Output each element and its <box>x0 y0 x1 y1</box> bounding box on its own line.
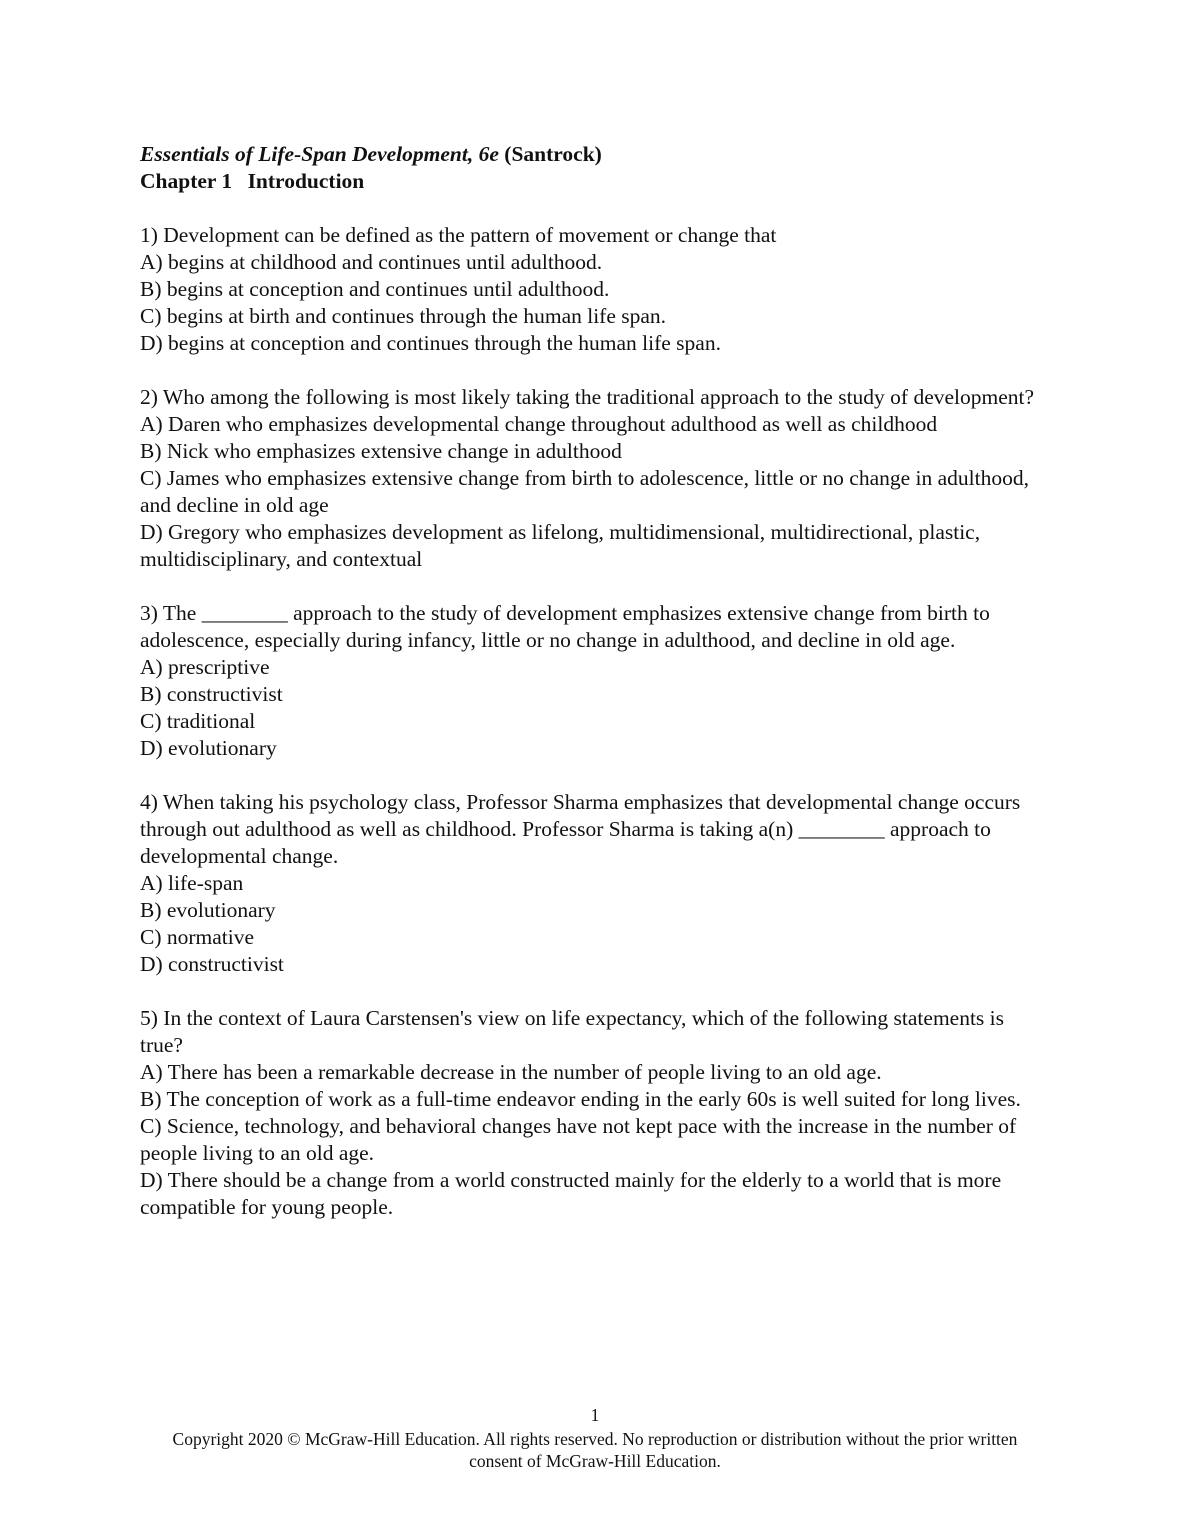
answer-option-d: D) begins at conception and continues through the human life span. <box>140 331 721 355</box>
answer-option-c: C) traditional <box>140 709 256 733</box>
answer-option-d: D) evolutionary <box>140 736 277 760</box>
question-stem: 4) When taking his psychology class, Professor Sharma emphasizes that developmental change occurs through out adulthood as well as childhood. Professor Sharma is taking a(n) ________ approach to developmental change. <box>140 790 1021 868</box>
answer-option-a: A) prescriptive <box>140 655 270 679</box>
question-3 <box>140 600 1050 762</box>
answer-option-c: C) begins at birth and continues through the human life span. <box>140 304 667 328</box>
page-number: 1 <box>590 1405 600 1425</box>
answer-option-b: B) constructivist <box>140 682 283 706</box>
answer-option-d: D) Gregory who emphasizes development as lifelong, multidimensional, multidirectional, plastic, multidisciplinary, and contextual <box>140 520 981 571</box>
question-stem: 1) Development can be defined as the pattern of movement or change that <box>140 223 777 247</box>
question-4 <box>140 789 1050 978</box>
answer-option-d: D) constructivist <box>140 952 284 976</box>
question-list <box>140 222 1050 1221</box>
author-name: (Santrock) <box>504 142 602 166</box>
answer-option-b: B) Nick who emphasizes extensive change in adulthood <box>140 439 622 463</box>
question-stem: 3) The ________ approach to the study of development emphasizes extensive change from birth to adolescence, especially during infancy, little or no change in adulthood, and decline in old age. <box>140 601 990 652</box>
chapter-number: Chapter 1 <box>140 169 233 193</box>
question-1 <box>140 222 1050 357</box>
answer-option-a: A) Daren who emphasizes developmental change throughout adulthood as well as childhood <box>140 412 938 436</box>
question-stem: 2) Who among the following is most likely taking the traditional approach to the study of development? <box>140 385 1035 409</box>
chapter-heading <box>140 168 1050 195</box>
answer-option-b: B) evolutionary <box>140 898 276 922</box>
question-2 <box>140 384 1050 573</box>
answer-option-a: A) begins at childhood and continues until adulthood. <box>140 250 603 274</box>
book-title: Essentials of Life-Span Development, 6e <box>140 142 499 166</box>
answer-option-c: C) Science, technology, and behavioral changes have not kept pace with the increase in the number of people living to an old age. <box>140 1114 1017 1165</box>
answer-option-d: D) There should be a change from a world constructed mainly for the elderly to a world that is more compatible for young people. <box>140 1168 1002 1219</box>
question-5 <box>140 1005 1050 1221</box>
answer-option-b: B) The conception of work as a full-time endeavor ending in the early 60s is well suited for long lives. <box>140 1087 1021 1111</box>
chapter-title: Introduction <box>247 169 365 193</box>
document-title <box>140 141 1050 168</box>
answer-option-b: B) begins at conception and continues until adulthood. <box>140 277 610 301</box>
page-footer <box>0 1404 1190 1472</box>
answer-option-c: C) normative <box>140 925 255 949</box>
answer-option-c: C) James who emphasizes extensive change from birth to adolescence, little or no change in adulthood, and decline in old age <box>140 466 1029 517</box>
copyright-notice: Copyright 2020 © McGraw-Hill Education. All rights reserved. No reproduction or distribution without the prior written consent of McGraw-Hill Education. <box>172 1429 1018 1471</box>
document-body <box>140 141 1050 1248</box>
question-stem: 5) In the context of Laura Carstensen's view on life expectancy, which of the following statements is true? <box>140 1006 1005 1057</box>
answer-option-a: A) There has been a remarkable decrease in the number of people living to an old age. <box>140 1060 882 1084</box>
answer-option-a: A) life-span <box>140 871 244 895</box>
